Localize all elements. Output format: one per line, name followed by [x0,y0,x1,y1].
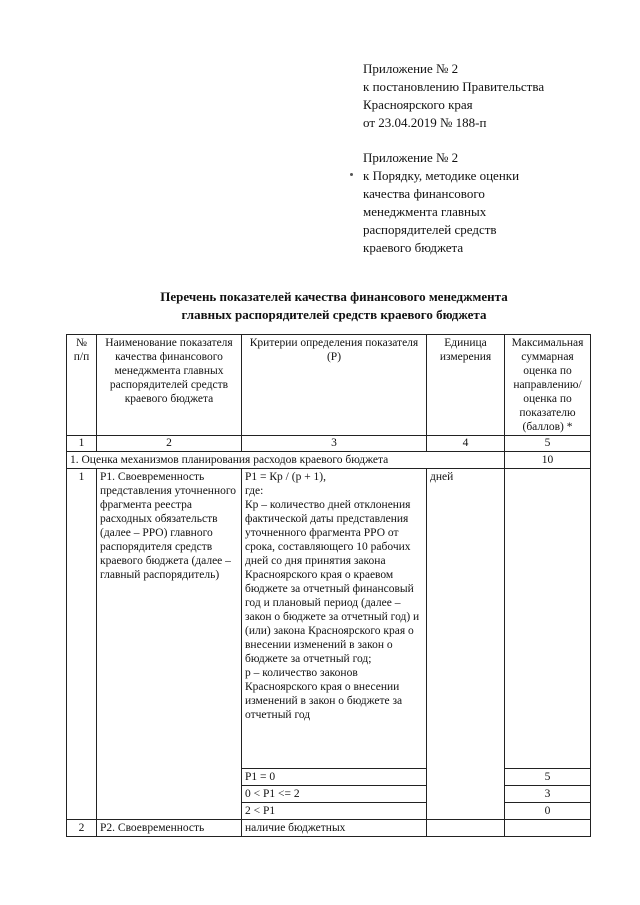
header-unit: Единица измерения [427,335,505,436]
score-empty [505,820,591,837]
header-num: № п/п [67,335,97,436]
header-criteria: Критерии определения показателя (Р) [242,335,427,436]
header-max-score: Максимальная суммарная оценка по направлению/ оценка по показателю (баллов) * [505,335,591,436]
criteria-condition: Р1 = 0 [242,769,427,786]
criteria-score: 5 [505,769,591,786]
section-label: 1. Оценка механизмов планирования расходов краевого бюджета [67,452,505,469]
row-number: 1 [67,469,97,820]
section-row [67,452,591,469]
indicator-name: Р1. Своевременность представления уточненного фрагмента реестра расходных обязательств (далее – РРО) главного распорядителя средств краевого бюджета (далее – главный распорядитель) [97,469,242,820]
appendix-line: менеджмента главных [363,204,487,219]
appendix-line: краевого бюджета [363,240,464,255]
criteria-score: 3 [505,786,591,803]
indicators-table [66,334,591,837]
appendix-line: распорядителей средств [363,222,497,237]
column-number: 5 [505,436,591,452]
row-number: 2 [67,820,97,837]
criteria-condition: 2 < Р1 [242,803,427,820]
appendix-line: Приложение № 2 [363,61,459,76]
unit: дней [427,469,505,820]
title-line-1: Перечень показателей качества финансового менеджмента [160,289,508,304]
kr-definition: Кр – количество дней отклонения фактической даты представления уточненного фрагмента РРО от срока, составляющего 10 рабочих дней со дня принятия закона Красноярского края о краевом бюджете за отчетный финансовый год и плановый период (далее – закон о бюджете за отчетный год) и (или) закона Красноярского края о внесении изменений в закон о бюджете за отчетный год; [245,499,420,665]
indicator-name: Р2. Своевременность [97,820,242,837]
criteria-definition [242,469,427,769]
unit [427,820,505,837]
column-number: 2 [97,436,242,452]
table-row [67,820,591,837]
appendix-line: Приложение № 2 [363,150,459,165]
header-row [67,335,591,436]
appendix-line: Красноярского края [363,97,473,112]
column-number: 3 [242,436,427,452]
appendix-line: качества финансового [363,186,485,201]
column-number: 4 [427,436,505,452]
formula: Р1 = Кр / (р + 1), [245,471,327,483]
column-number-row [67,436,591,452]
criteria-score: 0 [505,803,591,820]
column-number: 1 [67,436,97,452]
table-row [67,469,591,769]
appendix-block [363,60,544,257]
appendix-line: к Порядку, методике оценки [363,168,520,183]
criteria-condition: 0 < Р1 <= 2 [242,786,427,803]
p-definition: р – количество законов Красноярского края о внесении изменений в закон о бюджете за отчетный год [245,667,403,721]
title-line-2: главных распорядителей средств краевого бюджета [181,307,487,322]
where-label: где: [245,485,264,497]
page-title [80,288,588,324]
score-empty [505,469,591,769]
appendix-line: от 23.04.2019 № 188-п [363,115,487,130]
appendix-line: к постановлению Правительства [363,79,545,94]
header-name: Наименование показателя качества финансового менеджмента главных распорядителей средств краевого бюджета [97,335,242,436]
criteria-definition: наличие бюджетных [242,820,427,837]
section-score: 10 [505,452,591,469]
stray-dot [350,173,353,176]
